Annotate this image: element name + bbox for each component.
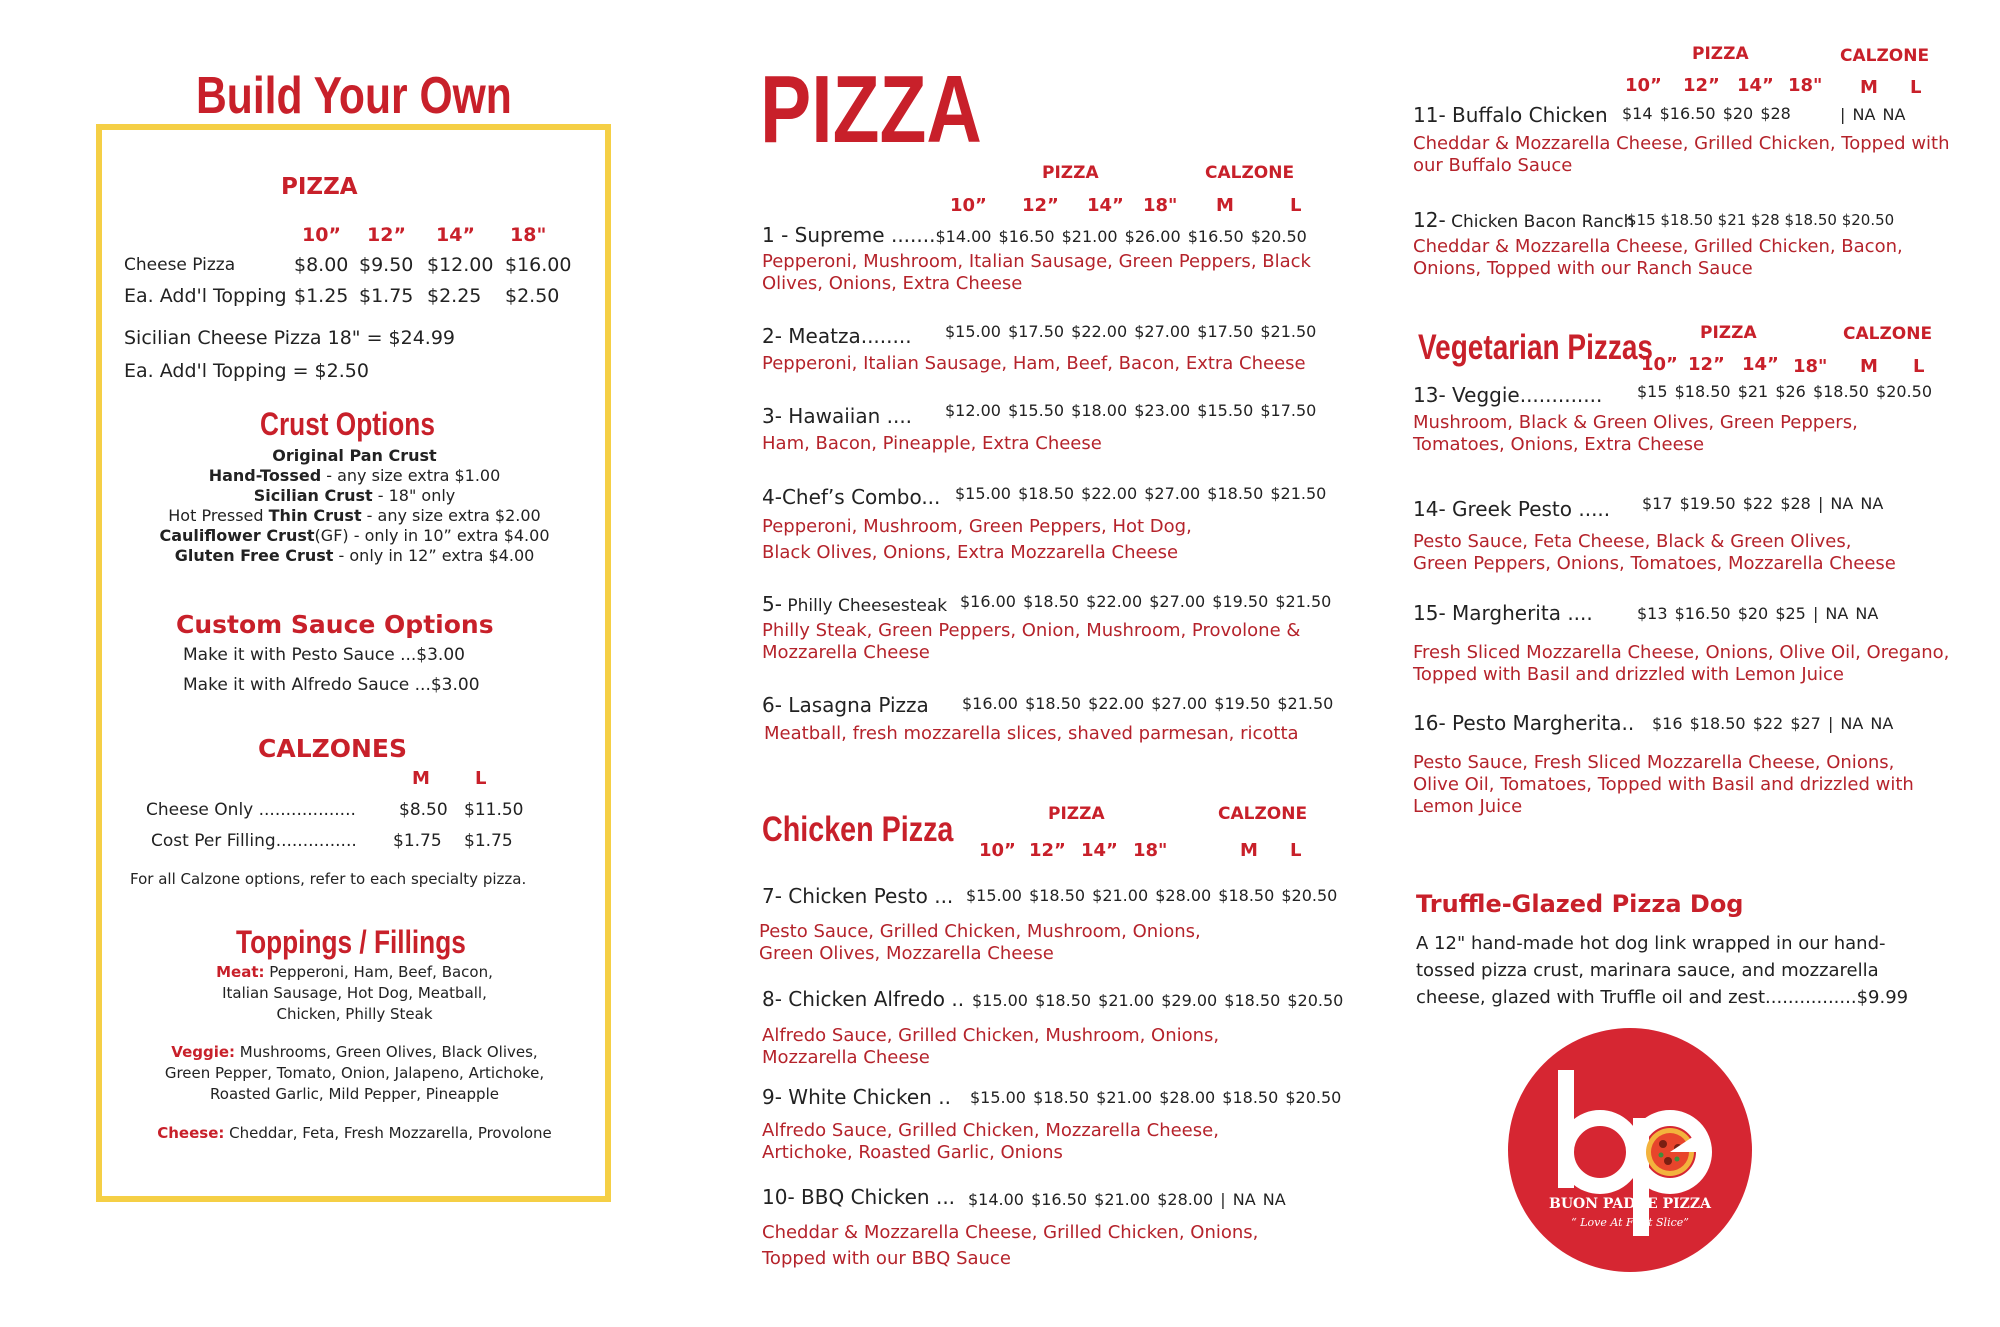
crust-cauliflower: Cauliflower Crust(GF) - only in 10” extra $4.00 — [159, 526, 550, 545]
item-14-prices: $17 $19.50 $22 $28 | NA NA — [1642, 494, 1884, 513]
chicken-size-10: 10” — [979, 840, 1016, 861]
addl-topping-price-12: $1.75 — [359, 285, 414, 307]
item-6-prices: $16.00 $18.50 $22.00 $27.00 $19.50 $21.50 — [962, 694, 1334, 713]
cheese-only-label: Cheese Only .................. — [146, 800, 356, 820]
left-size-10: 10” — [302, 224, 341, 246]
left-size-12: 12” — [367, 224, 406, 246]
item-12-name: 12- Chicken Bacon Ranch — [1413, 208, 1635, 232]
veg-size-12: 12” — [1688, 354, 1725, 375]
sauce-pesto: Make it with Pesto Sauce ...$3.00 — [183, 645, 465, 665]
item-11-name: 11- Buffalo Chicken — [1413, 103, 1608, 127]
cheese-only-price-m: $8.50 — [399, 800, 448, 820]
item-5-name: 5- Philly Cheesesteak — [762, 592, 948, 616]
veggie-label: Veggie: — [171, 1043, 236, 1061]
item-16-prices: $16 $18.50 $22 $27 | NA NA — [1652, 714, 1894, 733]
item-1-desc: Pepperoni, Mushroom, Italian Sausage, Green Peppers, Black Olives, Onions, Extra Cheese — [762, 251, 1311, 294]
veg-cal-l: L — [1913, 356, 1925, 377]
item-4-prices: $15.00 $18.50 $22.00 $27.00 $18.50 $21.50 — [955, 484, 1327, 503]
item-10-prices: $14.00 $16.50 $21.00 $28.00 | NA NA — [968, 1190, 1286, 1209]
addl-topping-price-10: $1.25 — [294, 285, 349, 307]
vegetarian-title: Vegetarian Pizzas — [1418, 328, 1654, 367]
toppings-veggie: Veggie: Mushrooms, Green Olives, Black Olives, Green Pepper, Tomato, Onion, Jalapeno, Artichoke, Roasted Garlic, Mild Pepper, Pineapple — [164, 1043, 545, 1103]
toppings-meat: Meat: Pepperoni, Ham, Beef, Bacon, Italian Sausage, Hot Dog, Meatball, Chicken, Philly Steak — [216, 963, 493, 1023]
right-hdr-pizza: PIZZA — [1692, 44, 1749, 64]
right-hdr-calzone: CALZONE — [1840, 46, 1930, 66]
cheese-pizza-price-10: $8.00 — [294, 254, 349, 276]
item-6-desc: Meatball, fresh mozzarella slices, shaved parmesan, ricotta — [764, 723, 1299, 744]
item-9-prices: $15.00 $18.50 $21.00 $28.00 $18.50 $20.50 — [970, 1088, 1342, 1107]
item-9-name: 9- White Chicken .. — [762, 1085, 951, 1109]
veg-size-10: 10” — [1641, 354, 1678, 375]
item-prices: $14.00 $16.50 $21.00 $26.00 $16.50 $20.50 — [935, 227, 1307, 246]
left-size-18: 18" — [510, 224, 547, 246]
item-8-prices: $15.00 $18.50 $21.00 $29.00 $18.50 $20.50 — [972, 991, 1344, 1010]
veg-size-14: 14” — [1742, 354, 1779, 375]
item-name: 1 - Supreme ....... — [762, 223, 936, 247]
middle-cal-m: M — [1216, 195, 1234, 216]
pizza-title: PIZZA — [760, 56, 982, 163]
cheese-pizza-price-18: $16.00 — [505, 254, 572, 276]
item-6-name: 6- Lasagna Pizza — [762, 693, 929, 717]
right-cal-l: L — [1910, 77, 1922, 98]
item-15-name: 15- Margherita .... — [1413, 601, 1593, 625]
cheese-only-price-l: $11.50 — [464, 800, 524, 820]
calzone-size-l: L — [475, 768, 487, 789]
right-size-12: 12” — [1683, 75, 1720, 96]
item-4-desc: Pepperoni, Mushroom, Green Peppers, Hot Dog, Black Olives, Onions, Extra Mozzarella Cheese — [762, 516, 1192, 563]
logo-tagline: “ Love At First Slice” — [1571, 1216, 1689, 1229]
meat-label: Meat: — [216, 963, 265, 981]
calzone-size-m: M — [412, 768, 430, 789]
item-10-name: 10- BBQ Chicken ... — [762, 1185, 956, 1209]
right-size-10: 10” — [1625, 75, 1662, 96]
right-size-14: 14” — [1737, 75, 1774, 96]
chicken-size-18: 18" — [1133, 840, 1168, 861]
crust-options-list — [102, 446, 607, 566]
item-5-desc: Philly Steak, Green Peppers, Onion, Mushroom, Provolone & Mozzarella Cheese — [762, 620, 1301, 663]
item-2-prices: $15.00 $17.50 $22.00 $27.00 $17.50 $21.50 — [945, 322, 1317, 341]
sauce-alfredo: Make it with Alfredo Sauce ...$3.00 — [183, 675, 480, 695]
item-12-prices: $15 $18.50 $21 $28 $18.50 $20.50 — [1627, 211, 1895, 229]
item-11-desc: Cheddar & Mozzarella Cheese, Grilled Chicken, Topped with our Buffalo Sauce — [1413, 133, 1950, 176]
cheese-label: Cheese: — [157, 1124, 225, 1142]
calzone-note: For all Calzone options, refer to each specialty pizza. — [130, 870, 527, 888]
item-2-desc: Pepperoni, Italian Sausage, Ham, Beef, Bacon, Extra Cheese — [762, 353, 1306, 374]
chicken-pizza-title: Chicken Pizza — [762, 810, 954, 849]
chicken-cal-l: L — [1290, 840, 1302, 861]
cheese-pizza-price-12: $9.50 — [359, 254, 414, 276]
crust-gluten-free: Gluten Free Crust - only in 12” extra $4.00 — [174, 546, 535, 565]
item-13-prices: $15 $18.50 $21 $26 $18.50 $20.50 — [1637, 382, 1932, 401]
build-your-own-title: Build Your Own — [196, 67, 512, 125]
cheese-pizza-price-14: $12.00 — [427, 254, 494, 276]
crust-sicilian: Sicilian Crust - 18" only — [253, 486, 456, 505]
item-3-name: 3- Hawaiian .... — [762, 404, 913, 428]
cost-per-filling-price-l: $1.75 — [464, 831, 513, 851]
item-8-name: 8- Chicken Alfredo .. — [762, 987, 965, 1011]
left-size-14: 14” — [436, 224, 475, 246]
sicilian-topping-line: Ea. Add'l Topping = $2.50 — [124, 360, 369, 382]
pizza-dog-title: Truffle-Glazed Pizza Dog — [1416, 890, 1744, 918]
chicken-hdr-calzone: CALZONE — [1218, 804, 1308, 824]
left-pizza-heading: PIZZA — [281, 174, 358, 200]
veg-hdr-calzone: CALZONE — [1843, 324, 1933, 344]
middle-size-14: 14” — [1087, 195, 1124, 216]
item-7-name: 7- Chicken Pesto ... — [762, 884, 954, 908]
item-3-prices: $12.00 $15.50 $18.00 $23.00 $15.50 $17.50 — [945, 401, 1317, 420]
pizza-dog-desc: A 12" hand-made hot dog link wrapped in our hand- tossed pizza crust, marinara sauce, and mozzarella cheese, glazed with Truffle oil and zest................$9.99 — [1416, 933, 1909, 1008]
item-9-desc: Alfredo Sauce, Grilled Chicken, Mozzarella Cheese, Artichoke, Roasted Garlic, Onions — [762, 1120, 1219, 1163]
addl-topping-price-14: $2.25 — [427, 285, 482, 307]
middle-size-18: 18" — [1143, 195, 1178, 216]
veg-cal-m: M — [1860, 356, 1878, 377]
toppings-cheese: Cheese: Cheddar, Feta, Fresh Mozzarella, Provolone — [157, 1124, 552, 1142]
middle-hdr-calzone: CALZONE — [1205, 163, 1295, 183]
item-16-desc: Pesto Sauce, Fresh Sliced Mozzarella Cheese, Onions, Olive Oil, Tomatoes, Topped with Basil and drizzled with Lemon Juice — [1413, 752, 1914, 817]
crust-options-heading: Crust Options — [260, 406, 435, 442]
item-4-name: 4-Chef’s Combo... — [762, 485, 941, 509]
middle-hdr-pizza: PIZZA — [1042, 163, 1099, 183]
item-7-desc: Pesto Sauce, Grilled Chicken, Mushroom, Onions, Green Olives, Mozzarella Cheese — [759, 921, 1201, 964]
item-10-desc: Cheddar & Mozzarella Cheese, Grilled Chicken, Onions, Topped with our BBQ Sauce — [762, 1222, 1259, 1269]
addl-topping-price-18: $2.50 — [505, 285, 560, 307]
sicilian-pizza-line: Sicilian Cheese Pizza 18" = $24.99 — [124, 327, 456, 349]
chicken-hdr-pizza: PIZZA — [1048, 804, 1105, 824]
item-5-prices: $16.00 $18.50 $22.00 $27.00 $19.50 $21.50 — [960, 592, 1332, 611]
chicken-size-14: 14” — [1081, 840, 1118, 861]
item-16-name: 16- Pesto Margherita.. — [1413, 711, 1635, 735]
custom-sauce-heading: Custom Sauce Options — [176, 610, 494, 639]
item-15-desc: Fresh Sliced Mozzarella Cheese, Onions, Olive Oil, Oregano, Topped with Basil and drizzled with Lemon Juice — [1413, 642, 1950, 685]
right-cal-m: M — [1860, 77, 1878, 98]
crust-original: Original Pan Crust — [272, 446, 437, 465]
toppings-heading: Toppings / Fillings — [236, 924, 466, 960]
middle-cal-l: L — [1290, 195, 1302, 216]
item-15-prices: $13 $16.50 $20 $25 | NA NA — [1637, 604, 1879, 623]
cheese-pizza-label: Cheese Pizza — [124, 255, 236, 275]
item-14-desc: Pesto Sauce, Feta Cheese, Black & Green Olives, Green Peppers, Onions, Tomatoes, Mozzarella Cheese — [1413, 531, 1896, 574]
item-2-name: 2- Meatza........ — [762, 324, 912, 348]
bp-logo-icon — [1508, 1028, 1752, 1272]
item-7-prices: $15.00 $18.50 $21.00 $28.00 $18.50 $20.50 — [966, 886, 1338, 905]
chicken-cal-m: M — [1240, 840, 1258, 861]
crust-thin: Hot Pressed Thin Crust - any size extra $2.00 — [168, 506, 541, 525]
item-11-prices: $14 $16.50 $20 $28 — [1622, 104, 1791, 123]
right-size-18: 18" — [1788, 75, 1823, 96]
item-14-name: 14- Greek Pesto ..... — [1413, 497, 1611, 521]
calzones-heading: CALZONES — [258, 734, 408, 763]
logo-name: BUON PADRE PIZZA — [1549, 1196, 1711, 1212]
item-11-calzone: | NA NA — [1840, 105, 1906, 124]
chicken-size-12: 12” — [1029, 840, 1066, 861]
item-13-name: 13- Veggie............. — [1413, 383, 1603, 407]
veg-hdr-pizza: PIZZA — [1700, 323, 1757, 343]
addl-topping-label: Ea. Add'l Topping — [124, 285, 287, 307]
item-3-desc: Ham, Bacon, Pineapple, Extra Cheese — [762, 433, 1102, 454]
crust-hand-tossed: Hand-Tossed - any size extra $1.00 — [208, 466, 501, 485]
item-13-desc: Mushroom, Black & Green Olives, Green Peppers, Tomatoes, Onions, Extra Cheese — [1413, 412, 1858, 455]
buon-padre-logo — [1508, 1028, 1752, 1272]
item-8-desc: Alfredo Sauce, Grilled Chicken, Mushroom, Onions, Mozzarella Cheese — [762, 1025, 1220, 1068]
middle-size-10: 10” — [950, 195, 987, 216]
item-12-desc: Cheddar & Mozzarella Cheese, Grilled Chicken, Bacon, Onions, Topped with our Ranch Sauce — [1413, 236, 1903, 279]
middle-size-12: 12” — [1022, 195, 1059, 216]
veg-size-18: 18" — [1793, 356, 1828, 377]
cost-per-filling-label: Cost Per Filling............... — [151, 831, 357, 851]
menu-item-1 — [762, 223, 1307, 247]
cost-per-filling-price-m: $1.75 — [393, 831, 442, 851]
